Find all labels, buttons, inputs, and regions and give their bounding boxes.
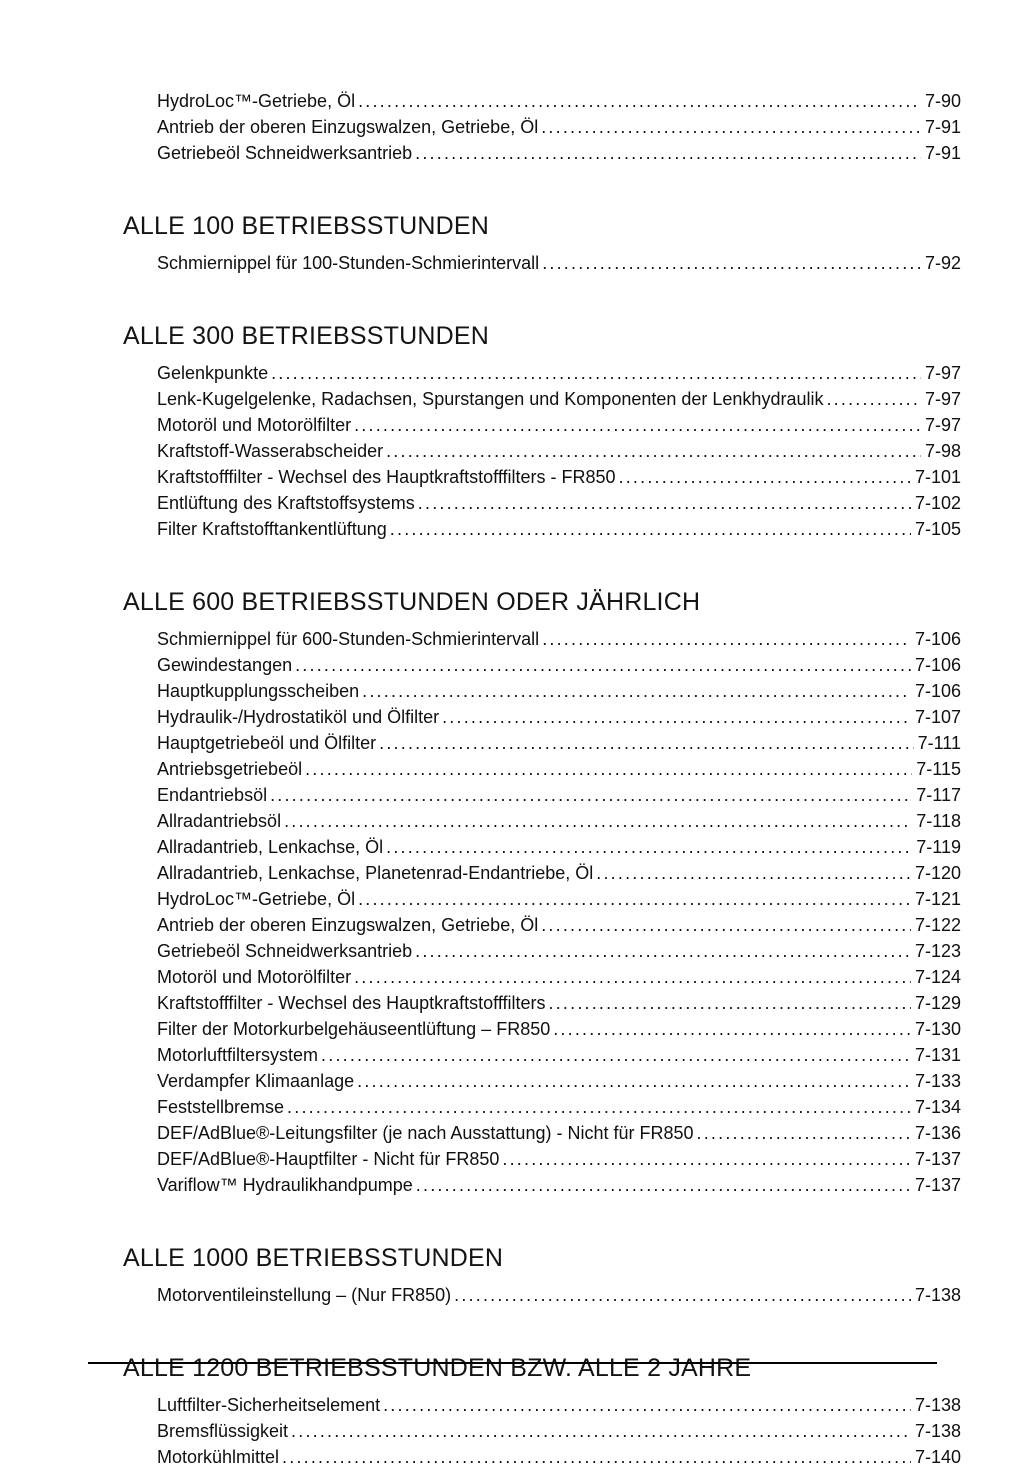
toc-entry xyxy=(123,1068,961,1094)
entry-page-number: 7-117 xyxy=(916,785,961,805)
entry-title: Motorkühlmittel xyxy=(157,1447,280,1467)
dot-leader xyxy=(379,730,913,756)
entry-page-number: 7-92 xyxy=(924,253,961,273)
entry-title: Antrieb der oberen Einzugswalzen, Getriebe, Öl xyxy=(157,915,539,935)
toc-section xyxy=(123,1354,961,1470)
dot-leader xyxy=(390,516,911,542)
dot-leader xyxy=(354,412,921,438)
dot-leader xyxy=(282,1444,911,1470)
toc-section xyxy=(123,212,961,276)
entry-title: Allradantrieb, Lenkachse, Öl xyxy=(157,837,384,857)
dot-leader xyxy=(386,438,921,464)
toc-entry xyxy=(123,1418,961,1444)
entry-title: Feststellbremse xyxy=(157,1097,285,1117)
dot-leader xyxy=(542,250,921,276)
entry-page-number: 7-120 xyxy=(914,863,961,883)
section-entries xyxy=(123,1392,961,1470)
entry-page-number: 7-106 xyxy=(914,629,961,649)
toc-entry xyxy=(123,438,961,464)
entry-title: DEF/AdBlue®-Leitungsfilter (je nach Ausstattung) - Nicht für FR850 xyxy=(157,1123,694,1143)
dot-leader xyxy=(354,964,911,990)
entry-title: Motoröl und Motorölfilter xyxy=(157,967,352,987)
entry-title: Getriebeöl Schneidwerksantrieb xyxy=(157,941,413,961)
dot-leader xyxy=(287,1094,911,1120)
entry-page-number: 7-130 xyxy=(914,1019,961,1039)
toc-entry xyxy=(123,114,961,140)
dot-leader xyxy=(358,88,921,114)
entry-title: Gewindestangen xyxy=(157,655,293,675)
entry-page-number: 7-138 xyxy=(914,1395,961,1415)
entry-title: Filter der Motorkurbelgehäuseentlüftung – FR850 xyxy=(157,1019,551,1039)
entry-title: Kraftstofffilter - Wechsel des Hauptkraftstofffilters xyxy=(157,993,546,1013)
entry-title: Kraftstofffilter - Wechsel des Hauptkraftstofffilters - FR850 xyxy=(157,467,616,487)
dot-leader xyxy=(619,464,911,490)
toc-entry xyxy=(123,730,961,756)
toc-entry xyxy=(123,938,961,964)
entry-page-number: 7-91 xyxy=(924,143,961,163)
toc-entry xyxy=(123,140,961,166)
section-heading: ALLE 1000 BETRIEBSSTUNDEN xyxy=(123,1244,504,1272)
toc-entry xyxy=(123,1172,961,1198)
entry-title: Antriebsgetriebeöl xyxy=(157,759,303,779)
entry-title: Allradantriebsöl xyxy=(157,811,282,831)
entry-page-number: 7-98 xyxy=(924,441,961,461)
section-heading: ALLE 1200 BETRIEBSSTUNDEN BZW. ALLE 2 JAHRE xyxy=(123,1354,752,1382)
entry-title: Endantriebsöl xyxy=(157,785,268,805)
toc-entry xyxy=(123,1282,961,1308)
toc-entry xyxy=(123,756,961,782)
entry-page-number: 7-133 xyxy=(914,1071,961,1091)
dot-leader xyxy=(386,834,912,860)
toc-entry xyxy=(123,464,961,490)
entry-page-number: 7-111 xyxy=(917,733,961,753)
dot-leader xyxy=(553,1016,911,1042)
section-heading: ALLE 300 BETRIEBSSTUNDEN xyxy=(123,322,490,350)
entry-title: Getriebeöl Schneidwerksantrieb xyxy=(157,143,413,163)
toc-section xyxy=(123,322,961,542)
toc-entry xyxy=(123,860,961,886)
entry-title: Lenk-Kugelgelenke, Radachsen, Spurstangen und Komponenten der Lenkhydraulik xyxy=(157,389,824,409)
dot-leader xyxy=(357,1068,911,1094)
entry-page-number: 7-102 xyxy=(914,493,961,513)
entry-page-number: 7-137 xyxy=(914,1175,961,1195)
toc-entry xyxy=(123,1094,961,1120)
entry-page-number: 7-97 xyxy=(924,363,961,383)
entry-page-number: 7-140 xyxy=(914,1447,961,1467)
dot-leader xyxy=(541,912,911,938)
entry-page-number: 7-134 xyxy=(914,1097,961,1117)
toc-entry xyxy=(123,516,961,542)
dot-leader xyxy=(295,652,911,678)
section-heading: ALLE 100 BETRIEBSSTUNDEN xyxy=(123,212,490,240)
entry-page-number: 7-136 xyxy=(914,1123,961,1143)
toc-section xyxy=(123,1244,961,1308)
entry-title: Motoröl und Motorölfilter xyxy=(157,415,352,435)
dot-leader xyxy=(305,756,912,782)
toc-entry xyxy=(123,386,961,412)
entry-title: Schmiernippel für 600-Stunden-Schmierintervall xyxy=(157,629,540,649)
toc-entry xyxy=(123,250,961,276)
toc-entry xyxy=(123,88,961,114)
entry-page-number: 7-131 xyxy=(914,1045,961,1065)
toc-entry xyxy=(123,704,961,730)
entry-page-number: 7-97 xyxy=(924,389,961,409)
dot-leader xyxy=(502,1146,911,1172)
toc-section xyxy=(123,88,961,166)
toc-entry xyxy=(123,808,961,834)
entry-title: Filter Kraftstofftankentlüftung xyxy=(157,519,387,539)
dot-leader xyxy=(271,360,921,386)
table-of-contents xyxy=(123,88,961,1470)
entry-title: Motorventileinstellung – (Nur FR850) xyxy=(157,1285,452,1305)
entry-page-number: 7-138 xyxy=(914,1285,961,1305)
toc-entry xyxy=(123,782,961,808)
toc-entry xyxy=(123,834,961,860)
entry-title: HydroLoc™-Getriebe, Öl xyxy=(157,91,356,111)
entry-page-number: 7-106 xyxy=(914,655,961,675)
toc-entry xyxy=(123,412,961,438)
entry-title: Schmiernippel für 100-Stunden-Schmierintervall xyxy=(157,253,540,273)
entry-page-number: 7-129 xyxy=(914,993,961,1013)
entry-title: Allradantrieb, Lenkachse, Planetenrad-Endantriebe, Öl xyxy=(157,863,594,883)
entry-title: Hauptgetriebeöl und Ölfilter xyxy=(157,733,377,753)
entry-title: Verdampfer Klimaanlage xyxy=(157,1071,355,1091)
dot-leader xyxy=(383,1392,911,1418)
dot-leader xyxy=(321,1042,911,1068)
dot-leader xyxy=(284,808,912,834)
toc-entry xyxy=(123,1120,961,1146)
entry-page-number: 7-91 xyxy=(924,117,961,137)
toc-entry xyxy=(123,360,961,386)
dot-leader xyxy=(418,490,911,516)
entry-page-number: 7-124 xyxy=(914,967,961,987)
dot-leader xyxy=(697,1120,911,1146)
entry-page-number: 7-90 xyxy=(924,91,961,111)
section-entries xyxy=(123,250,961,276)
entry-title: Hydraulik-/Hydrostatiköl und Ölfilter xyxy=(157,707,440,727)
dot-leader xyxy=(415,140,921,166)
toc-entry xyxy=(123,678,961,704)
section-entries xyxy=(123,88,961,166)
entry-title: HydroLoc™-Getriebe, Öl xyxy=(157,889,356,909)
entry-title: Motorluftfiltersystem xyxy=(157,1045,319,1065)
entry-page-number: 7-121 xyxy=(914,889,961,909)
footer-rule xyxy=(88,1362,937,1364)
dot-leader xyxy=(542,626,911,652)
toc-entry xyxy=(123,1146,961,1172)
section-entries xyxy=(123,626,961,1198)
toc-entry xyxy=(123,990,961,1016)
entry-title: Gelenkpunkte xyxy=(157,363,269,383)
toc-entry xyxy=(123,1392,961,1418)
section-heading: ALLE 600 BETRIEBSSTUNDEN ODER JÄHRLICH xyxy=(123,588,701,616)
entry-page-number: 7-115 xyxy=(916,759,961,779)
entry-title: Hauptkupplungsscheiben xyxy=(157,681,360,701)
entry-page-number: 7-105 xyxy=(914,519,961,539)
toc-entry xyxy=(123,1042,961,1068)
dot-leader xyxy=(291,1418,911,1444)
dot-leader xyxy=(270,782,912,808)
entry-title: Bremsflüssigkeit xyxy=(157,1421,289,1441)
toc-entry xyxy=(123,652,961,678)
toc-entry xyxy=(123,1444,961,1470)
entry-page-number: 7-138 xyxy=(914,1421,961,1441)
entry-page-number: 7-101 xyxy=(914,467,961,487)
entry-page-number: 7-107 xyxy=(914,707,961,727)
toc-entry xyxy=(123,964,961,990)
dot-leader xyxy=(454,1282,911,1308)
entry-title: Antrieb der oberen Einzugswalzen, Getriebe, Öl xyxy=(157,117,539,137)
dot-leader xyxy=(358,886,911,912)
entry-page-number: 7-119 xyxy=(916,837,961,857)
dot-leader xyxy=(826,386,921,412)
toc-entry xyxy=(123,626,961,652)
entry-page-number: 7-97 xyxy=(924,415,961,435)
dot-leader xyxy=(596,860,911,886)
entry-title: Entlüftung des Kraftstoffsystems xyxy=(157,493,415,513)
section-entries xyxy=(123,360,961,542)
entry-page-number: 7-118 xyxy=(916,811,961,831)
entry-title: Luftfilter-Sicherheitselement xyxy=(157,1395,381,1415)
entry-title: Variflow™ Hydraulikhandpumpe xyxy=(157,1175,413,1195)
toc-entry xyxy=(123,1016,961,1042)
entry-page-number: 7-106 xyxy=(914,681,961,701)
dot-leader xyxy=(442,704,911,730)
entry-title: Kraftstoff-Wasserabscheider xyxy=(157,441,384,461)
toc-section xyxy=(123,588,961,1198)
toc-entry xyxy=(123,886,961,912)
section-entries xyxy=(123,1282,961,1308)
entry-page-number: 7-137 xyxy=(914,1149,961,1169)
dot-leader xyxy=(549,990,911,1016)
toc-entry xyxy=(123,490,961,516)
entry-page-number: 7-123 xyxy=(914,941,961,961)
dot-leader xyxy=(416,1172,911,1198)
toc-entry xyxy=(123,912,961,938)
entry-page-number: 7-122 xyxy=(914,915,961,935)
entry-title: DEF/AdBlue®-Hauptfilter - Nicht für FR850 xyxy=(157,1149,500,1169)
dot-leader xyxy=(362,678,911,704)
dot-leader xyxy=(541,114,921,140)
dot-leader xyxy=(415,938,911,964)
